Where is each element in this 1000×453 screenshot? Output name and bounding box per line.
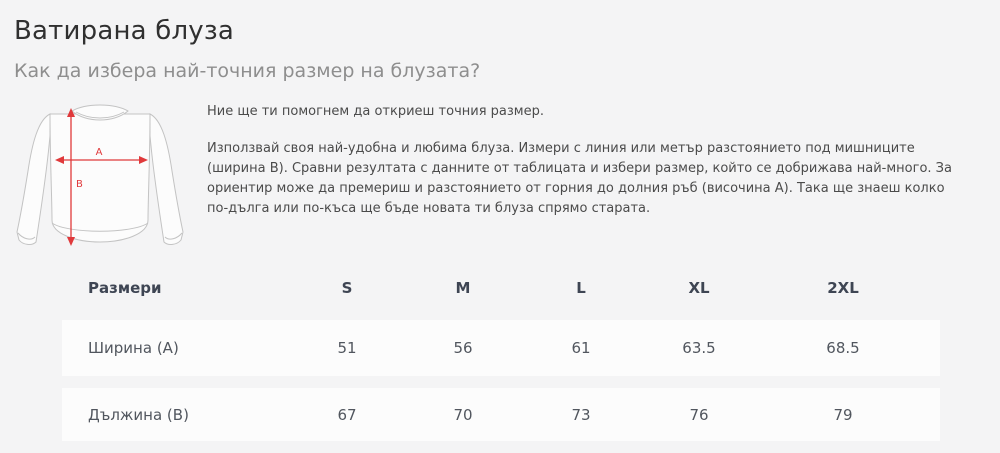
row-label: Ширина (A) <box>88 339 179 357</box>
shirt-right-sleeve <box>150 114 183 244</box>
size-column-header-2xl: 2XL <box>827 279 859 297</box>
table-cell: 61 <box>571 339 591 357</box>
size-column-header-s: S <box>341 279 353 297</box>
shirt-body <box>50 114 150 242</box>
intro-paragraph-1: Ние ще ти помогнем да откриеш точния размер. <box>207 104 544 119</box>
table-cell: 68.5 <box>826 339 860 357</box>
table-row-width <box>62 320 940 376</box>
arrow-b-bottom-head <box>67 237 75 246</box>
page-subtitle: Как да избера най-точния размер на блузата? <box>14 60 481 82</box>
size-table-header-label: Размери <box>88 279 162 297</box>
table-cell: 51 <box>337 339 357 357</box>
table-row-length <box>62 388 940 441</box>
row-label: Дължина (B) <box>88 405 189 424</box>
size-column-header-xl: XL <box>688 279 710 297</box>
page-title: Ватирана блуза <box>14 16 235 46</box>
size-column-header-m: M <box>455 279 471 297</box>
table-cell: 67 <box>337 405 357 424</box>
table-cell: 56 <box>453 339 473 357</box>
intro-paragraph-2: Използвай своя най-удобна и любима блуза. Измери с линия или метър разстоянието под мишниците (ширина B). Сравни резултата с данните от таблицата и избери размер, който се добрижава най-много. За ориентир може да премериш и разстоянието от горния до долния ръб (височина A). Така ще знаеш колко по-дълга или по-къса ще бъде новата ти блуза спрямо старата. <box>207 141 952 216</box>
size-guide-illustration <box>8 96 198 256</box>
table-cell: 79 <box>833 405 853 424</box>
table-cell: 70 <box>453 405 473 424</box>
intro-text <box>207 102 967 219</box>
size-table-header-row <box>62 256 940 320</box>
arrow-a-label: A <box>95 147 103 158</box>
shirt-left-sleeve <box>17 114 50 244</box>
table-cell: 63.5 <box>682 339 716 357</box>
size-column-header-l: L <box>576 279 586 297</box>
size-table <box>62 256 940 441</box>
table-cell: 73 <box>571 405 591 424</box>
table-cell: 76 <box>689 405 709 424</box>
arrow-b-label: B <box>76 179 83 190</box>
